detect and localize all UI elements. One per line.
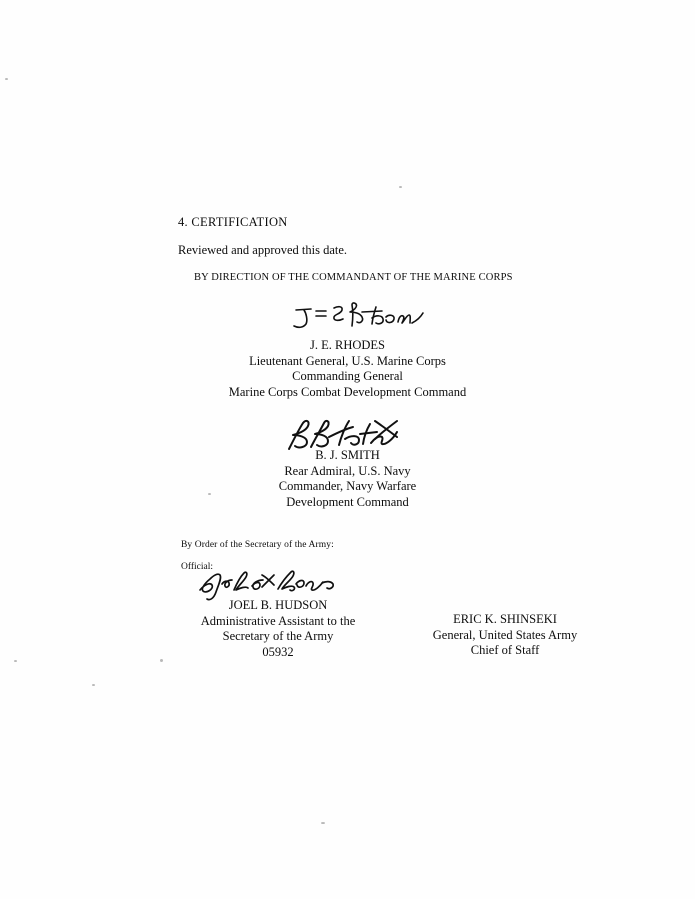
signer-title-line: Lieutenant General, U.S. Marine Corps bbox=[249, 353, 446, 368]
scan-speck bbox=[14, 660, 17, 662]
by-direction-line: BY DIRECTION OF THE COMMANDANT OF THE MARINE CORPS bbox=[194, 272, 513, 283]
reviewed-approved-line: Reviewed and approved this date. bbox=[178, 243, 348, 257]
scan-speck bbox=[399, 186, 402, 188]
signer-title-line: Development Command bbox=[286, 494, 409, 509]
signature-block-smith bbox=[0, 448, 695, 510]
section-heading: 4. CERTIFICATION bbox=[178, 215, 288, 229]
signature-block-rhodes bbox=[0, 338, 695, 400]
signer-title-line: Commanding General bbox=[292, 369, 403, 383]
scan-speck bbox=[5, 78, 8, 80]
signer-title-line: Chief of Staff bbox=[470, 643, 540, 657]
signer-title-line: Rear Admiral, U.S. Navy bbox=[284, 463, 411, 478]
signer-title-line: Secretary of the Army bbox=[222, 629, 334, 643]
army-order-line: By Order of the Secretary of the Army: bbox=[181, 540, 334, 550]
signature-block-shinseki bbox=[375, 612, 635, 659]
scan-speck bbox=[92, 684, 95, 686]
signature-block-hudson bbox=[168, 598, 388, 660]
signer-name: ERIC K. SHINSEKI bbox=[453, 612, 557, 626]
signer-name: B. J. SMITH bbox=[315, 448, 380, 462]
official-label: Official: bbox=[181, 562, 214, 572]
signer-title-line: Administrative Assistant to the bbox=[200, 613, 356, 628]
signer-name: J. E. RHODES bbox=[309, 338, 385, 352]
scan-speck bbox=[321, 822, 325, 824]
signer-title-line: Marine Corps Combat Development Command bbox=[228, 384, 467, 399]
publication-number: 05932 bbox=[262, 644, 294, 659]
signer-title-line: General, United States Army bbox=[432, 627, 578, 642]
signer-title-line: Commander, Navy Warfare bbox=[278, 479, 417, 493]
scan-speck bbox=[160, 659, 163, 662]
signature-rhodes-icon bbox=[290, 300, 425, 340]
signer-name: JOEL B. HUDSON bbox=[228, 598, 328, 612]
